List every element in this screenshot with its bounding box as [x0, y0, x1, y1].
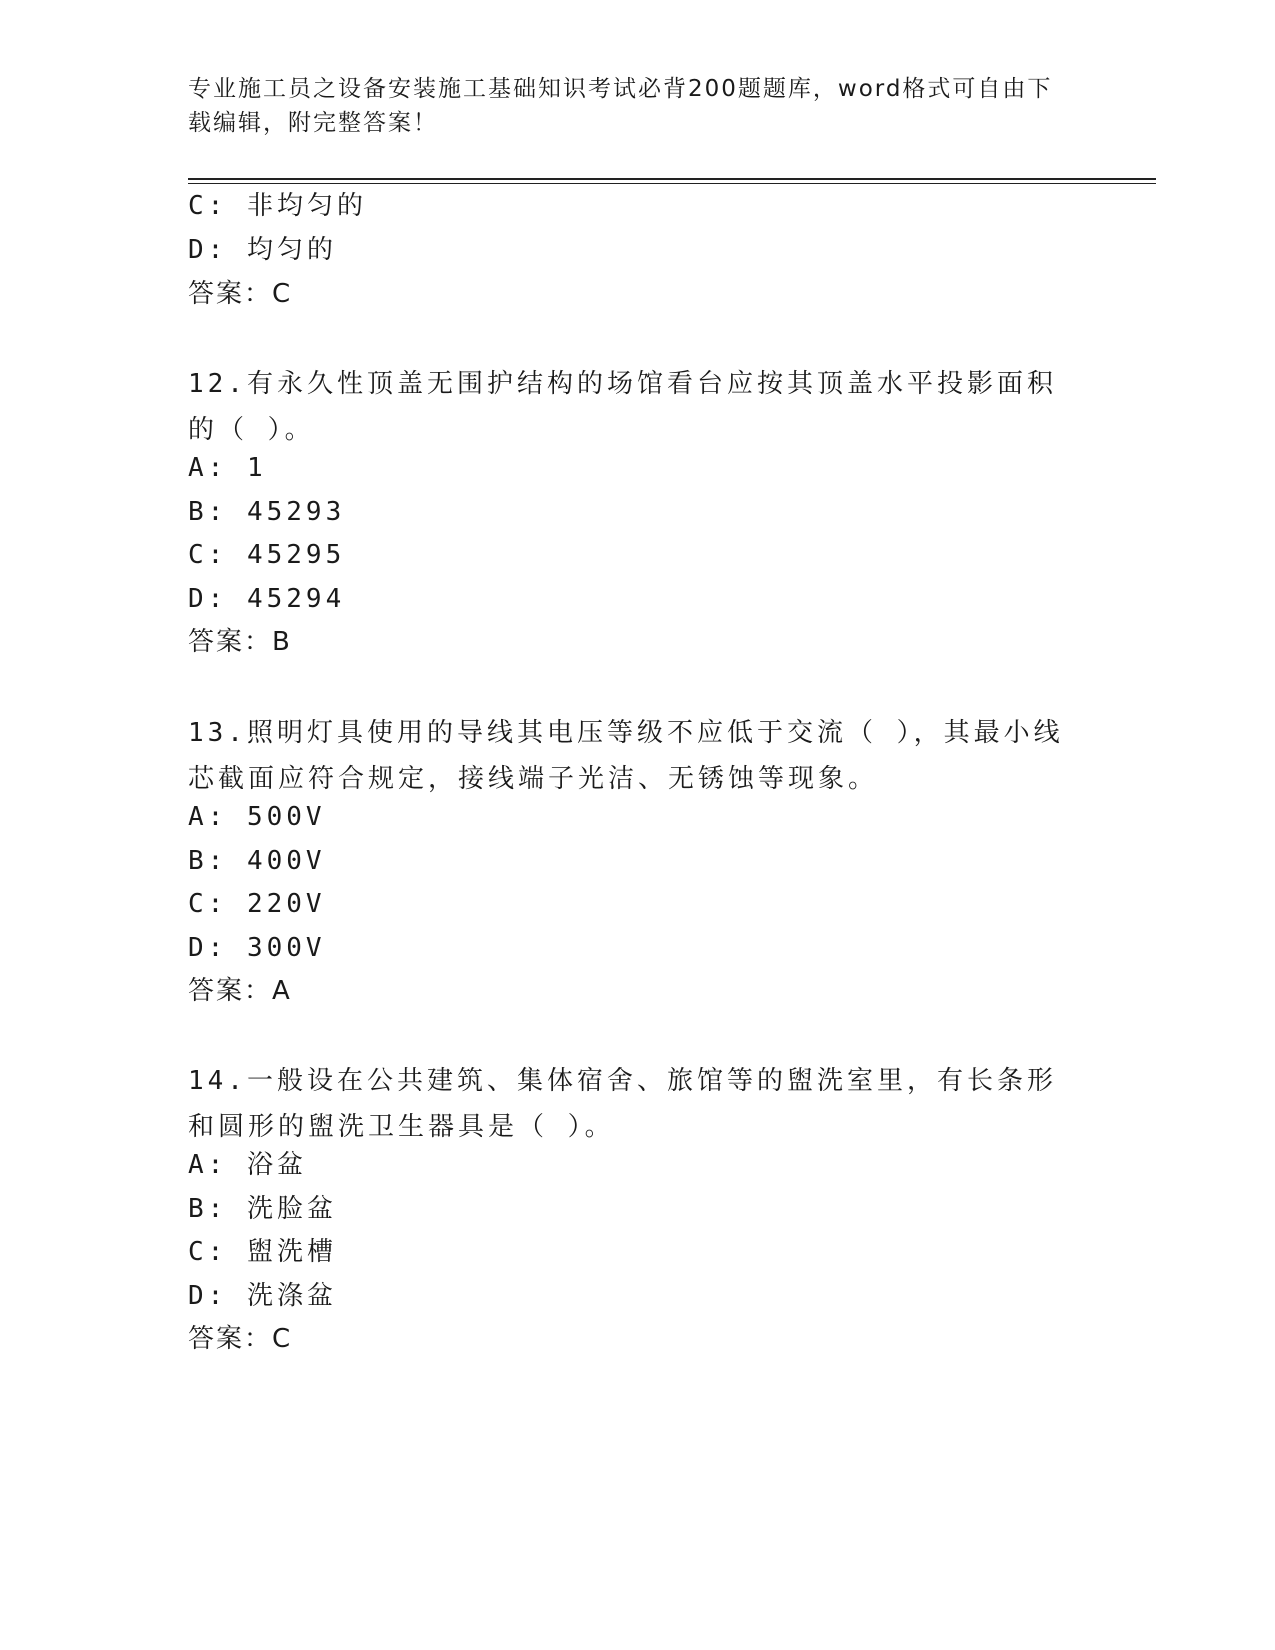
option-b	[188, 492, 345, 532]
option-text: 洗涤盆	[246, 1281, 337, 1311]
question-text: 12.有永久性顶盖无围护结构的场馆看台应按其顶盖水平投影面积的（ ）。	[188, 369, 1057, 445]
option-text: 400V	[246, 846, 326, 876]
option-a	[188, 797, 326, 837]
option-c	[188, 186, 367, 226]
header-rule-thick	[188, 178, 1156, 180]
document-header: 专业施工员之设备安装施工基础知识考试必背200题题库，word格式可自由下载编辑，附完整答案！	[188, 76, 1053, 136]
question-text: 14.一般设在公共建筑、集体宿舍、旅馆等的盥洗室里，有长条形和圆形的盥洗卫生器具是（ ）。	[188, 1066, 1057, 1142]
option-text: 1	[246, 453, 267, 483]
option-d	[188, 1276, 337, 1316]
option-label: A:	[188, 802, 228, 832]
option-label: D:	[188, 584, 228, 614]
option-c	[188, 1232, 337, 1272]
option-label: C:	[188, 1237, 228, 1267]
header-rule-thin	[188, 183, 1156, 184]
option-text: 均匀的	[246, 235, 337, 265]
option-label: B:	[188, 846, 228, 876]
option-text: 500V	[246, 802, 326, 832]
option-text: 非均匀的	[246, 191, 367, 221]
option-c	[188, 884, 326, 924]
option-d	[188, 928, 326, 968]
answer: 答案：C	[188, 279, 293, 309]
question-text: 13.照明灯具使用的导线其电压等级不应低于交流（ ），其最小线芯截面应符合规定，接线端子光洁、无锈蚀等现象。	[188, 718, 1064, 794]
option-text: 45295	[246, 540, 346, 570]
option-text: 45294	[246, 584, 346, 614]
option-b	[188, 1189, 337, 1229]
option-d	[188, 579, 345, 619]
option-text: 盥洗槽	[246, 1237, 337, 1267]
answer: 答案：C	[188, 1324, 293, 1354]
option-a	[188, 448, 267, 488]
option-c	[188, 535, 345, 575]
option-b	[188, 841, 326, 881]
option-text: 45293	[246, 497, 346, 527]
option-label: D:	[188, 235, 228, 265]
option-text: 洗脸盆	[246, 1194, 337, 1224]
option-label: C:	[188, 191, 228, 221]
option-label: C:	[188, 889, 228, 919]
option-text: 220V	[246, 889, 326, 919]
option-d	[188, 230, 337, 270]
option-text: 300V	[246, 933, 326, 963]
option-label: B:	[188, 497, 228, 527]
answer: 答案：B	[188, 627, 292, 657]
option-label: D:	[188, 1281, 228, 1311]
option-label: D:	[188, 933, 228, 963]
option-text: 浴盆	[246, 1150, 307, 1180]
option-a	[188, 1145, 307, 1185]
option-label: B:	[188, 1194, 228, 1224]
answer: 答案：A	[188, 976, 292, 1006]
option-label: A:	[188, 453, 228, 483]
option-label: A:	[188, 1150, 228, 1180]
option-label: C:	[188, 540, 228, 570]
